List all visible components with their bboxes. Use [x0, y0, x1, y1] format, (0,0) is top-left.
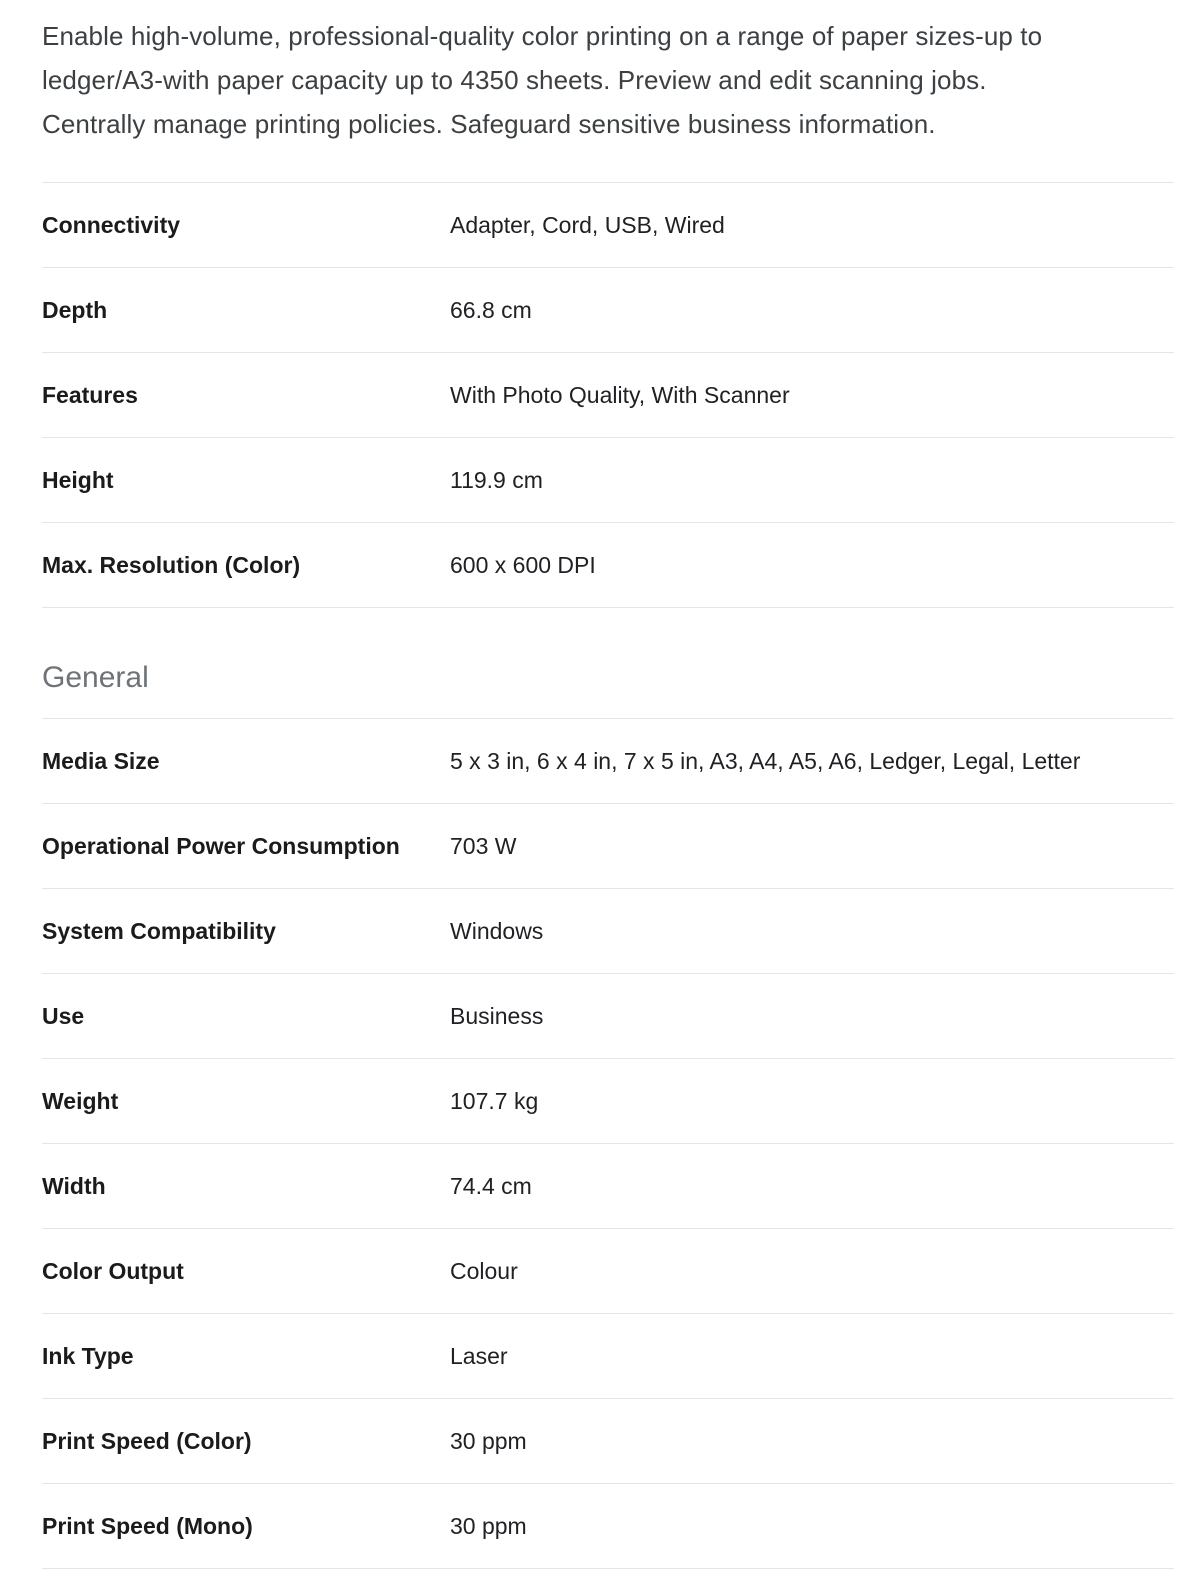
spec-key: Use — [42, 1003, 85, 1029]
spec-value: Laser — [450, 1343, 508, 1369]
spec-value: Business — [450, 1003, 544, 1029]
spec-group-primary — [0, 182, 1188, 608]
table-row — [42, 523, 1174, 608]
table-row — [42, 1314, 1174, 1399]
table-row — [42, 1059, 1174, 1144]
section-heading-general: General — [42, 661, 149, 694]
table-row — [42, 183, 1174, 268]
spec-value: Colour — [450, 1258, 518, 1284]
spec-key: System Compatibility — [42, 918, 276, 944]
spec-key: Ink Type — [42, 1343, 134, 1369]
table-row — [42, 268, 1174, 353]
spec-key: Max. Resolution (Color) — [42, 552, 301, 578]
spec-key: Height — [42, 467, 114, 493]
spec-table-general — [42, 718, 1174, 1569]
spec-value: Windows — [450, 918, 544, 944]
spec-value: Adapter, Cord, USB, Wired — [450, 212, 725, 238]
spec-group-general — [0, 718, 1188, 1569]
spec-key: Print Speed (Mono) — [42, 1513, 253, 1539]
spec-key: Width — [42, 1173, 106, 1199]
spec-value: 30 ppm — [450, 1428, 527, 1454]
spec-key: Operational Power Consumption — [42, 833, 400, 859]
table-row — [42, 719, 1174, 804]
spec-value: 119.9 cm — [450, 467, 543, 493]
table-row — [42, 438, 1174, 523]
spec-key: Media Size — [42, 748, 160, 774]
table-row — [42, 1229, 1174, 1314]
spec-key: Color Output — [42, 1258, 184, 1284]
spec-value: 703 W — [450, 833, 517, 859]
spec-key: Features — [42, 382, 138, 408]
spec-value: With Photo Quality, With Scanner — [450, 382, 790, 408]
spec-table-primary — [42, 182, 1174, 608]
spec-key: Weight — [42, 1088, 119, 1114]
spec-value: 30 ppm — [450, 1513, 527, 1539]
table-row — [42, 1484, 1174, 1569]
spec-value: 600 x 600 DPI — [450, 552, 596, 578]
spec-key: Depth — [42, 297, 108, 323]
table-row — [42, 889, 1174, 974]
table-row — [42, 804, 1174, 889]
spec-value: 107.7 kg — [450, 1088, 539, 1114]
table-row — [42, 353, 1174, 438]
spec-value: 5 x 3 in, 6 x 4 in, 7 x 5 in, A3, A4, A5, A6, Ledger, Legal, Letter — [450, 748, 1081, 774]
spec-value: 66.8 cm — [450, 297, 532, 323]
spec-key: Print Speed (Color) — [42, 1428, 252, 1454]
spec-key: Connectivity — [42, 212, 181, 238]
table-row — [42, 974, 1174, 1059]
product-description: Enable high-volume, professional-quality color printing on a range of paper sizes-up to ledger/A3-with paper capacity up to 4350 sheets. Preview and edit scanning jobs. Centrally manage printing policies. Safeguard sensitive business information. — [42, 21, 1043, 139]
spec-value: 74.4 cm — [450, 1173, 532, 1199]
table-row — [42, 1144, 1174, 1229]
table-row — [42, 1399, 1174, 1484]
